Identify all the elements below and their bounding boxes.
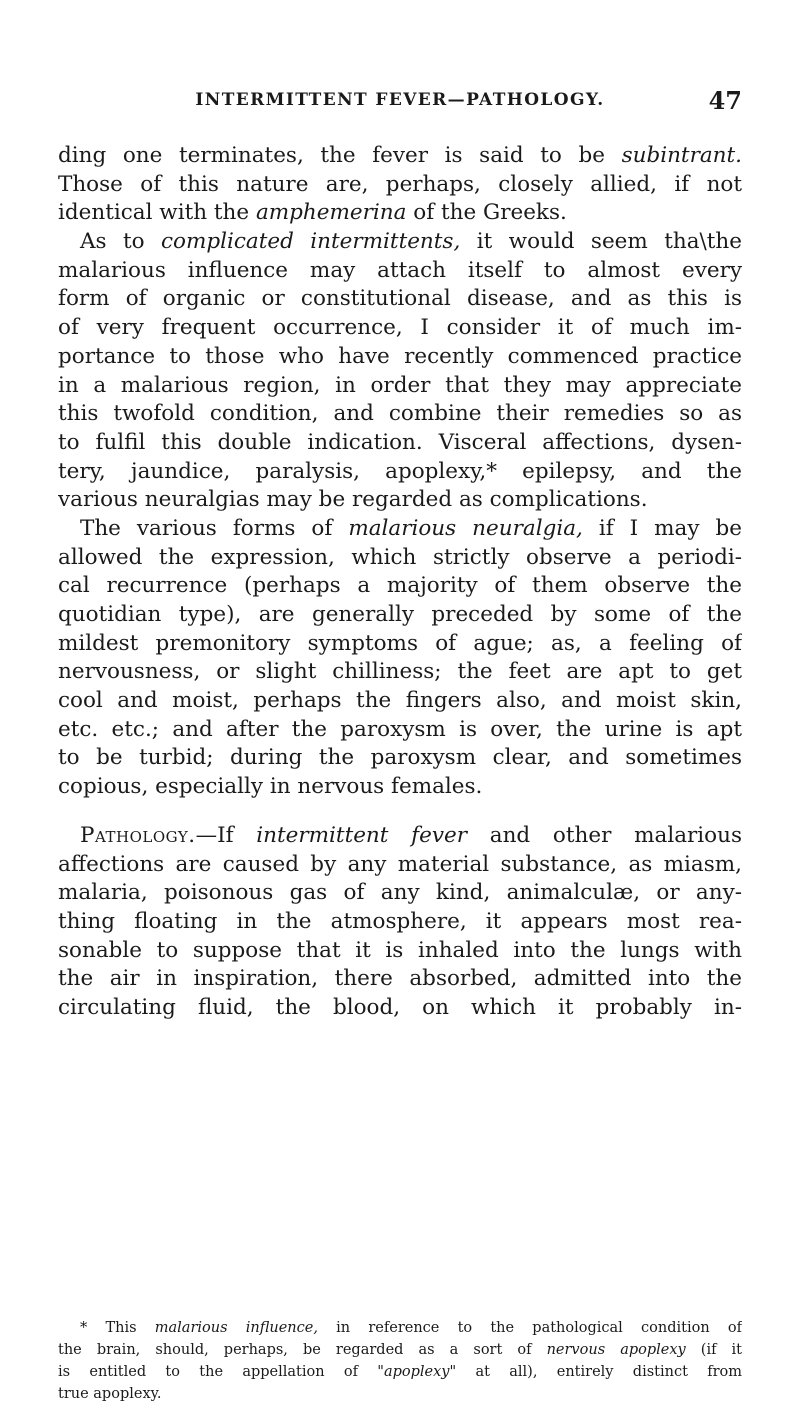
page-number: 47 bbox=[708, 86, 742, 115]
text-line: portance to those who have recently commenced practice bbox=[58, 343, 742, 369]
text-line: of very frequent occurrence, I consider it of much im- bbox=[58, 315, 742, 341]
text-line: in a malarious region, in order that they may appreciate bbox=[58, 372, 742, 398]
section-gap bbox=[58, 802, 742, 822]
text-line: etc. etc.; and after the paroxysm is over, the urine is apt bbox=[58, 716, 742, 742]
text-line: Those of this nature are, perhaps, closely allied, if not bbox=[58, 171, 742, 197]
text-line: identical with the amphemerina of the Greeks. bbox=[58, 200, 567, 226]
text-line: mildest premonitory symptoms of ague; as, a feeling of bbox=[58, 630, 742, 656]
page-header bbox=[0, 86, 800, 116]
text-line: circulating fluid, the blood, on which it probably in- bbox=[58, 994, 742, 1020]
text-line: the air in inspiration, there absorbed, admitted into the bbox=[58, 966, 742, 992]
text-line: ding one terminates, the fever is said to be subintrant. bbox=[58, 143, 742, 168]
footnote-line: * This malarious influence, in reference to the pathological condition of bbox=[80, 1320, 742, 1336]
text-line: cool and moist, perhaps the fingers also, and moist skin, bbox=[58, 688, 742, 714]
text-line: thing floating in the atmosphere, it appears most rea- bbox=[58, 908, 742, 934]
text-line: quotidian type), are generally preceded by some of the bbox=[58, 602, 742, 627]
text-line: cal recurrence (perhaps a majority of them observe the bbox=[58, 573, 742, 599]
footnote-line: the brain, should, perhaps, be regarded as a sort of nervous apoplexy (if it bbox=[58, 1342, 742, 1358]
text-line: allowed the expression, which strictly observe a periodi- bbox=[58, 544, 742, 570]
text-line: tery, jaundice, paralysis, apoplexy,* epilepsy, and the bbox=[58, 458, 742, 484]
running-head: INTERMITTENT FEVER—PATHOLOGY. bbox=[195, 90, 605, 110]
text-line: to be turbid; during the paroxysm clear, and sometimes bbox=[58, 745, 742, 771]
text-line: form of organic or constitutional disease, and as this is bbox=[58, 286, 742, 312]
text-line: copious, especially in nervous females. bbox=[58, 774, 483, 800]
text-line: malaria, poisonous gas of any kind, animalculæ, or any- bbox=[58, 880, 742, 906]
text-line: Pathology.—If intermittent fever and other malarious bbox=[80, 822, 742, 848]
text-line: various neuralgias may be regarded as complications. bbox=[58, 487, 648, 513]
footnote-line: true apoplexy. bbox=[58, 1386, 162, 1402]
text-line: to fulfil this double indication. Visceral affections, dysen- bbox=[58, 429, 742, 455]
body-text bbox=[58, 142, 742, 1023]
section-heading: Pathology. bbox=[80, 822, 196, 848]
text-line: this twofold condition, and combine their remedies so as bbox=[58, 401, 742, 427]
footnote bbox=[58, 1317, 742, 1405]
text-line: sonable to suppose that it is inhaled into the lungs with bbox=[58, 937, 742, 963]
text-line: As to complicated intermittents, it would seem tha\the bbox=[80, 229, 742, 255]
text-line: The various forms of malarious neuralgia, if I may be bbox=[80, 515, 742, 541]
text-line: malarious influence may attach itself to almost every bbox=[58, 257, 742, 283]
footnote-line: is entitled to the appellation of "apoplexy" at all), entirely distinct from bbox=[58, 1364, 742, 1380]
text-line: nervousness, or slight chilliness; the feet are apt to get bbox=[58, 659, 742, 685]
text-line: affections are caused by any material substance, as miasm, bbox=[58, 851, 742, 877]
